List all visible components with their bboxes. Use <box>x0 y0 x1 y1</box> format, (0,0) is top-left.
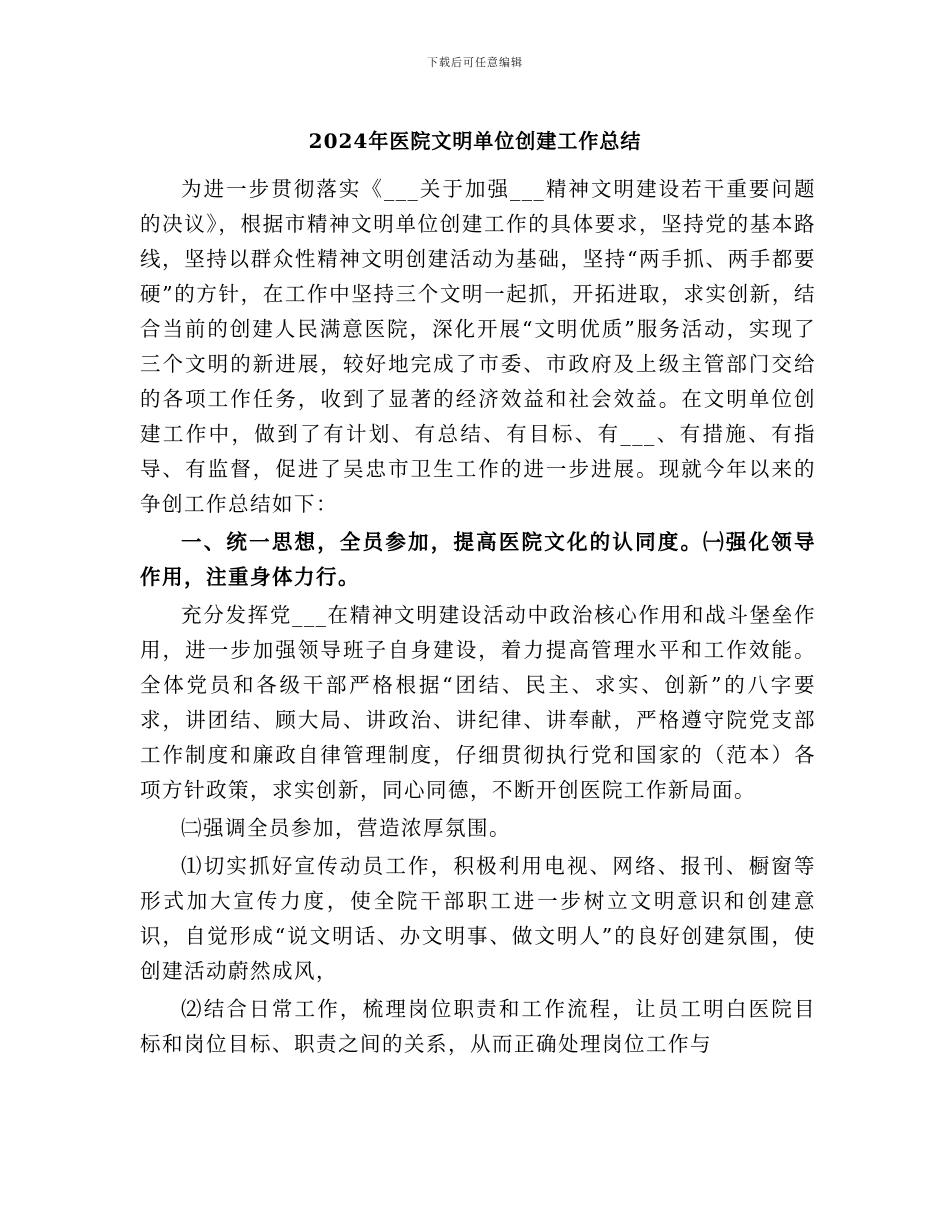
document-body <box>140 172 816 1062</box>
header-note: 下载后可任意编辑 <box>427 56 523 69</box>
paragraph-item-1: ⑴切实抓好宣传动员工作，积极利用电视、网络、报刊、橱窗等形式加大宣传力度，使全院干部职工进一步树立文明意识和创建意识，自觉形成“说文明话、办文明事、做文明人”的良好创建氛围，使创建活动蔚然成风， <box>140 854 816 983</box>
paragraph-leadership: 充分发挥党___在精神文明建设活动中政治核心作用和战斗堡垒作用，进一步加强领导班子自身建设，着力提高管理水平和工作效能。全体党员和各级干部严格根据“团结、民主、求实、创新”的八字要求，讲团结、顾大局、讲政治、讲纪律、讲奉献，严格遵守院党支部工作制度和廉政自律管理制度，仔细贯彻执行党和国家的（范本）各项方针政策，求实创新，同心同德，不断开创医院工作新局面。 <box>140 603 816 802</box>
paragraph-intro: 为进一步贯彻落实《___关于加强___精神文明建设若干重要问题的决议》，根据市精神文明单位创建工作的具体要求，坚持党的基本路线，坚持以群众性精神文明创建活动为基础，坚持“两手抓、两手都要硬”的方针，在工作中坚持三个文明一起抓，开拓进取，求实创新，结合当前的创建人民满意医院，深化开展“文明优质”服务活动，实现了三个文明的新进展，较好地完成了市委、市政府及上级主管部门交给的各项工作任务，收到了显著的经济效益和社会效益。在文明单位创建工作中，做到了有计划、有总结、有目标、有___、有措施、有指导、有监督，促进了吴忠市卫生工作的进一步进展。现就今年以来的争创工作总结如下： <box>140 177 816 516</box>
section-heading-1: 一、统一思想，全员参加，提高医院文化的认同度。㈠强化领导作用，注重身体力行。 <box>140 530 816 589</box>
paragraph-item-2: ⑵结合日常工作，梳理岗位职责和工作流程，让员工明白医院目标和岗位目标、职责之间的关系，从而正确处理岗位工作与 <box>140 997 816 1056</box>
subheading-participation: ㈡强调全员参加，营造浓厚氛围。 <box>181 816 511 840</box>
document-title: 2024年医院文明单位创建工作总结 <box>308 129 642 153</box>
